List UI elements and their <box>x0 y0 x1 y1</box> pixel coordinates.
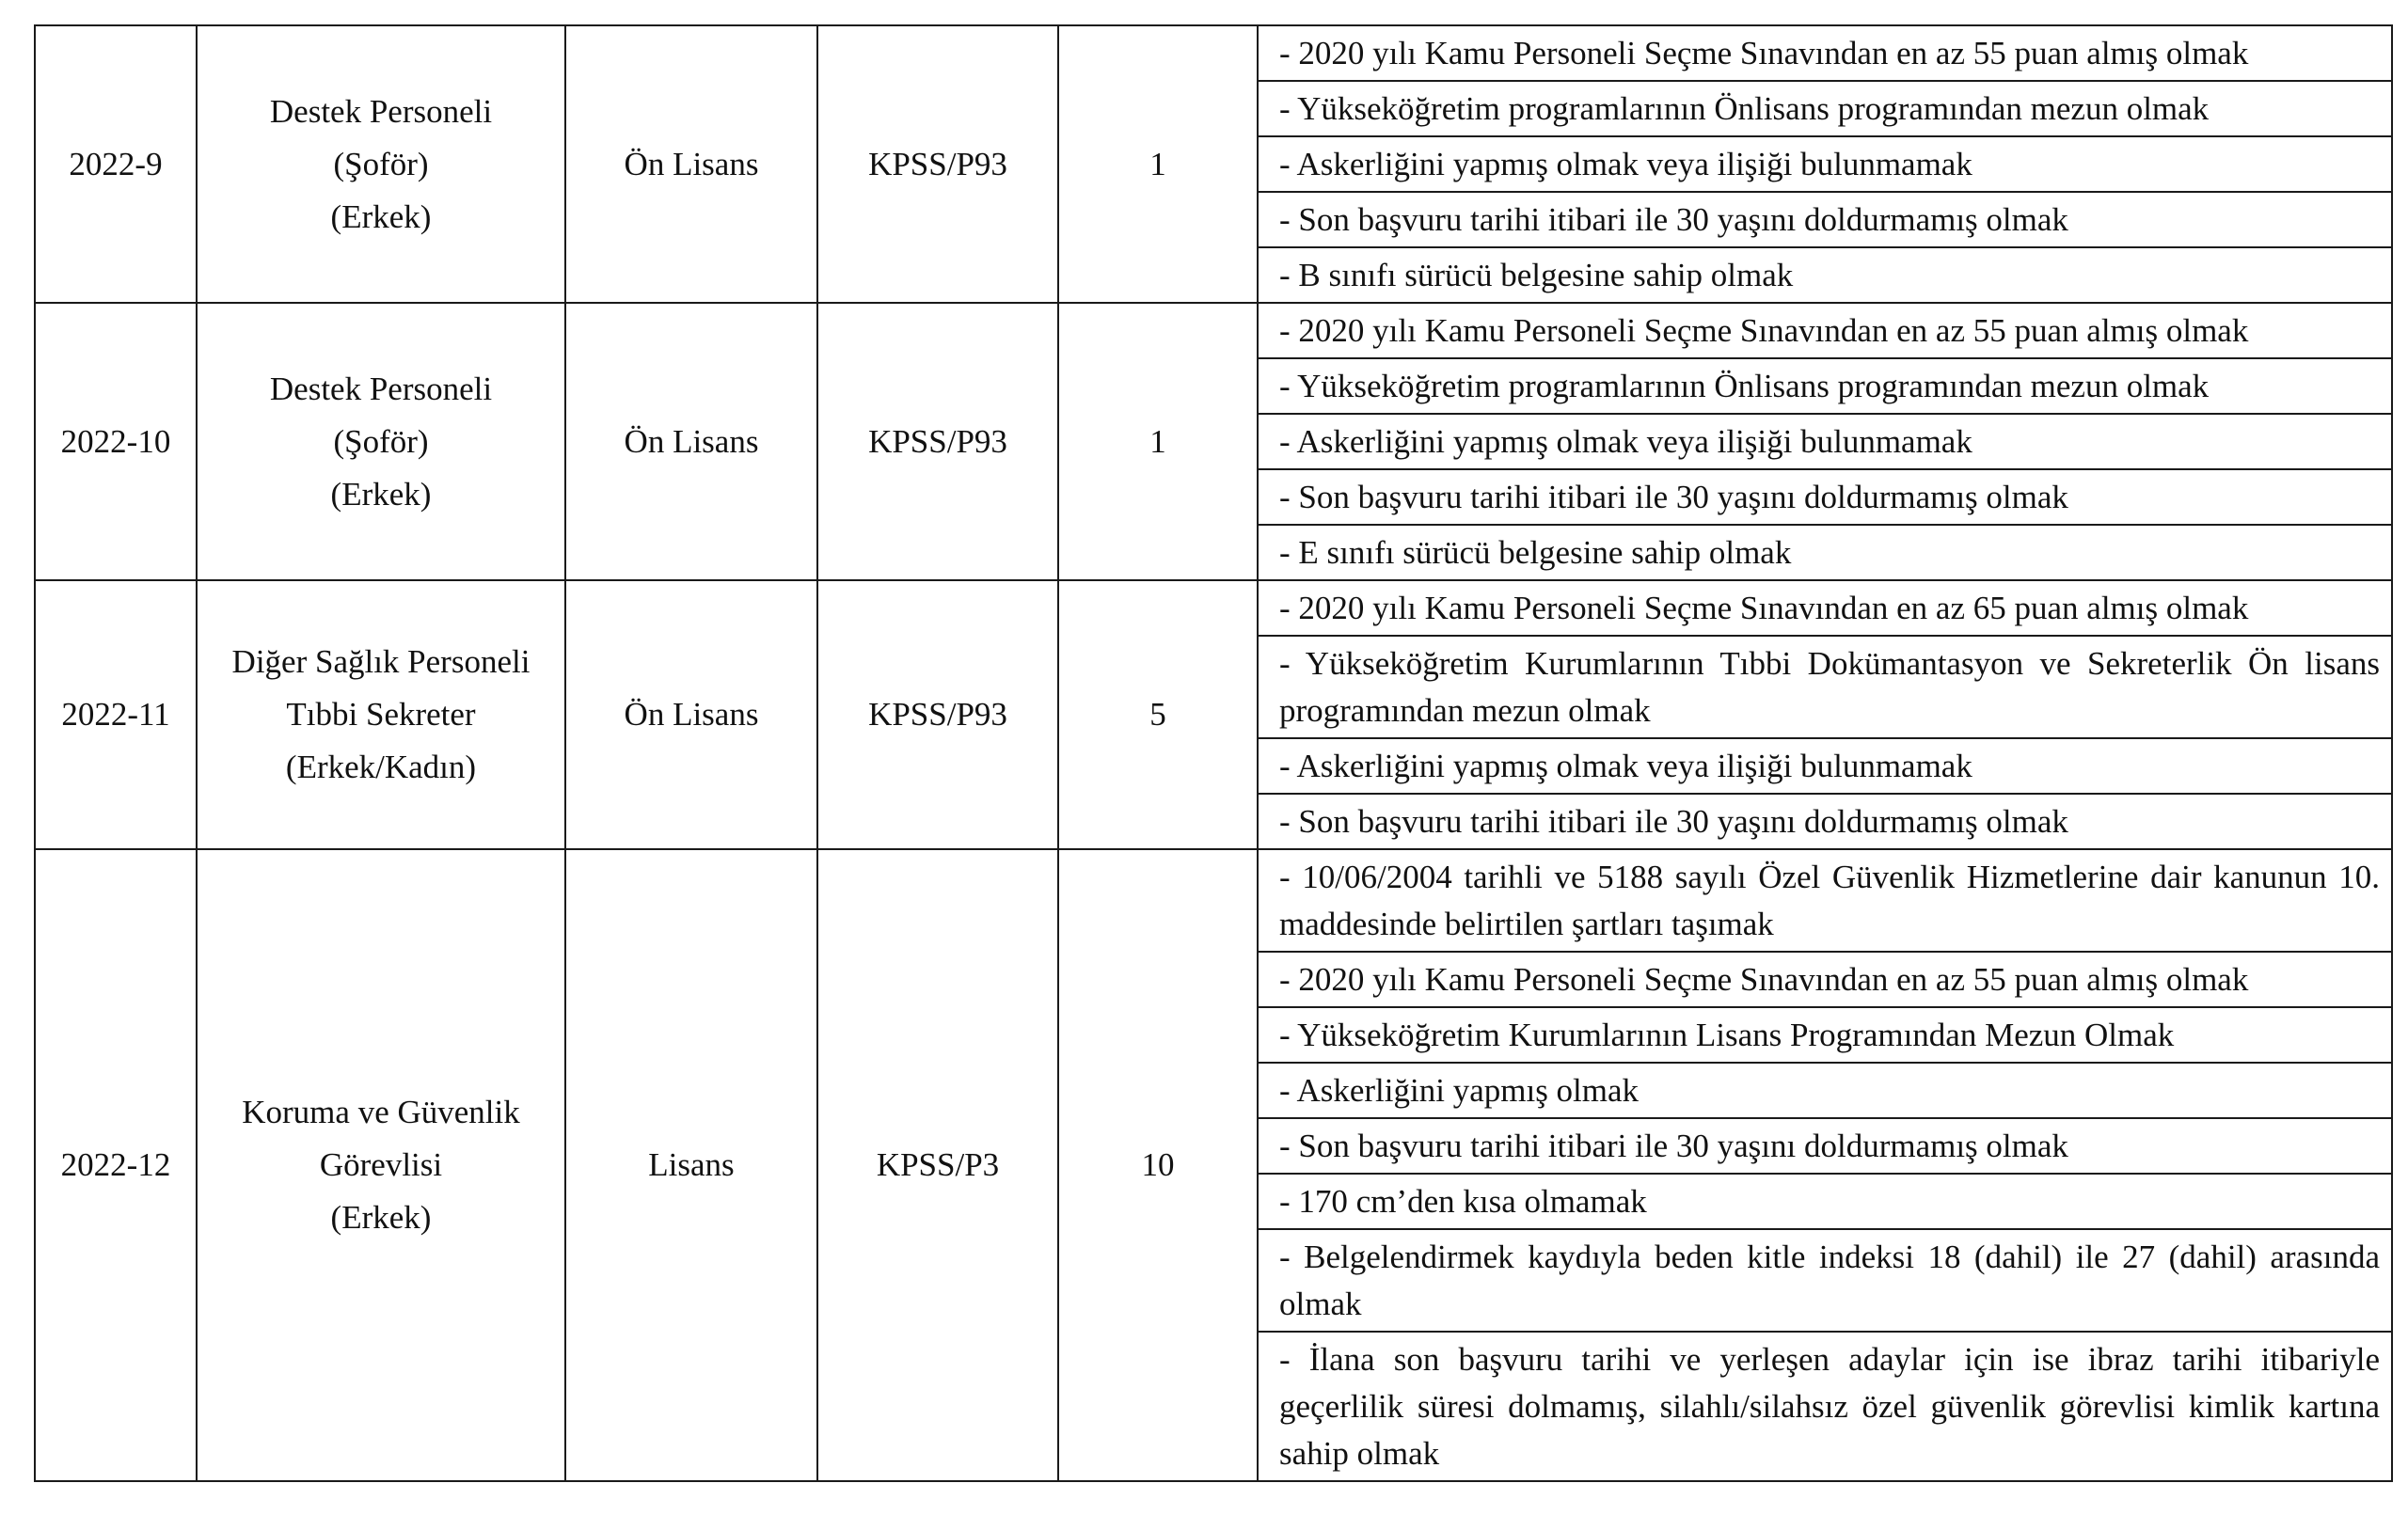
education-level: Ön Lisans <box>565 25 817 303</box>
position-title-line: Diğer Sağlık Personeli <box>231 643 531 680</box>
requirements-cell <box>1258 303 2392 580</box>
position-code: 2022-12 <box>35 849 197 1481</box>
kpss-score-type: KPSS/P3 <box>817 849 1058 1481</box>
position-title-line: Destek Personeli <box>269 370 493 407</box>
requirement-item: - 2020 yılı Kamu Personeli Seçme Sınavından en az 55 puan almış olmak <box>1259 304 2391 359</box>
position-table <box>34 24 2393 1482</box>
requirement-item: - Yükseköğretim programlarının Önlisans programından mezun olmak <box>1259 82 2391 137</box>
requirements-list <box>1259 581 2391 848</box>
position-code: 2022-11 <box>35 580 197 849</box>
table-row <box>35 25 2392 303</box>
kpss-score-type: KPSS/P93 <box>817 580 1058 849</box>
requirements-cell <box>1258 25 2392 303</box>
position-title-line: (Şoför) <box>333 422 429 460</box>
position-code: 2022-9 <box>35 25 197 303</box>
kpss-score-type: KPSS/P93 <box>817 303 1058 580</box>
requirement-item: - Yükseköğretim programlarının Önlisans programından mezun olmak <box>1259 359 2391 415</box>
position-title <box>197 580 565 849</box>
requirement-item: - Yükseköğretim Kurumlarının Tıbbi Dokümantasyon ve Sekreterlik Ön lisans programından mezun olmak <box>1259 637 2391 739</box>
position-count: 1 <box>1058 25 1258 303</box>
requirements-cell <box>1258 849 2392 1481</box>
requirement-item: - Yükseköğretim Kurumlarının Lisans Programından Mezun Olmak <box>1259 1008 2391 1064</box>
position-title <box>197 25 565 303</box>
requirements-cell <box>1258 580 2392 849</box>
position-table-body <box>35 25 2392 1481</box>
position-title-line: (Erkek) <box>330 475 432 513</box>
kpss-score-type: KPSS/P93 <box>817 25 1058 303</box>
requirement-item: - İlana son başvuru tarihi ve yerleşen adaylar için ise ibraz tarihi itibariyle geçerlilik süresi dolmamış, silahlı/silahsız özel güvenlik görevlisi kimlik kartına sahip olmak <box>1279 1341 2380 1472</box>
position-title <box>197 849 565 1481</box>
education-level: Lisans <box>565 849 817 1481</box>
table-row <box>35 303 2392 580</box>
requirement-item: - Son başvuru tarihi itibari ile 30 yaşını doldurmamış olmak <box>1279 803 2068 840</box>
position-title-line: Koruma ve Güvenlik <box>242 1094 520 1130</box>
position-title-line: (Erkek/Kadın) <box>285 749 477 785</box>
position-title-line: Destek Personeli <box>269 92 493 130</box>
requirements-list <box>1259 304 2391 579</box>
position-title-line: (Erkek) <box>330 197 432 235</box>
position-title <box>197 303 565 580</box>
requirement-item: - B sınıfı sürücü belgesine sahip olmak <box>1279 257 1794 293</box>
position-count: 1 <box>1058 303 1258 580</box>
position-title-line: (Erkek) <box>330 1199 432 1236</box>
requirement-item: - 170 cm’den kısa olmamak <box>1259 1175 2391 1230</box>
position-count: 10 <box>1058 849 1258 1481</box>
position-title-line: Görevlisi <box>319 1146 443 1183</box>
requirement-item: - Askerliğini yapmış olmak veya ilişiği bulunmamak <box>1259 137 2391 193</box>
position-title-line: (Şoför) <box>333 145 429 182</box>
requirement-item: - 2020 yılı Kamu Personeli Seçme Sınavından en az 55 puan almış olmak <box>1259 26 2391 82</box>
requirement-item: - 2020 yılı Kamu Personeli Seçme Sınavından en az 65 puan almış olmak <box>1259 581 2391 637</box>
table-row <box>35 580 2392 849</box>
requirements-list <box>1259 850 2391 1480</box>
requirement-item: - Belgelendirmek kaydıyla beden kitle indeksi 18 (dahil) ile 27 (dahil) arasında olmak <box>1259 1230 2391 1333</box>
requirement-item: - Askerliğini yapmış olmak veya ilişiği bulunmamak <box>1259 739 2391 795</box>
position-title-line: Tıbbi Sekreter <box>286 696 476 733</box>
requirement-item: - Son başvuru tarihi itibari ile 30 yaşını doldurmamış olmak <box>1259 193 2391 248</box>
requirement-item: - Askerliğini yapmış olmak veya ilişiği bulunmamak <box>1259 415 2391 470</box>
position-count: 5 <box>1058 580 1258 849</box>
education-level: Ön Lisans <box>565 580 817 849</box>
requirement-item: - Askerliğini yapmış olmak <box>1259 1064 2391 1119</box>
position-code: 2022-10 <box>35 303 197 580</box>
requirement-item: - 10/06/2004 tarihli ve 5188 sayılı Özel Güvenlik Hizmetlerine dair kanunun 10. maddesinde belirtilen şartları taşımak <box>1259 850 2391 953</box>
education-level: Ön Lisans <box>565 303 817 580</box>
requirements-list <box>1259 26 2391 302</box>
table-row <box>35 849 2392 1481</box>
requirement-item: - 2020 yılı Kamu Personeli Seçme Sınavından en az 55 puan almış olmak <box>1259 953 2391 1008</box>
requirement-item: - E sınıfı sürücü belgesine sahip olmak <box>1279 534 1792 571</box>
requirement-item: - Son başvuru tarihi itibari ile 30 yaşını doldurmamış olmak <box>1259 1119 2391 1175</box>
requirement-item: - Son başvuru tarihi itibari ile 30 yaşını doldurmamış olmak <box>1259 470 2391 526</box>
